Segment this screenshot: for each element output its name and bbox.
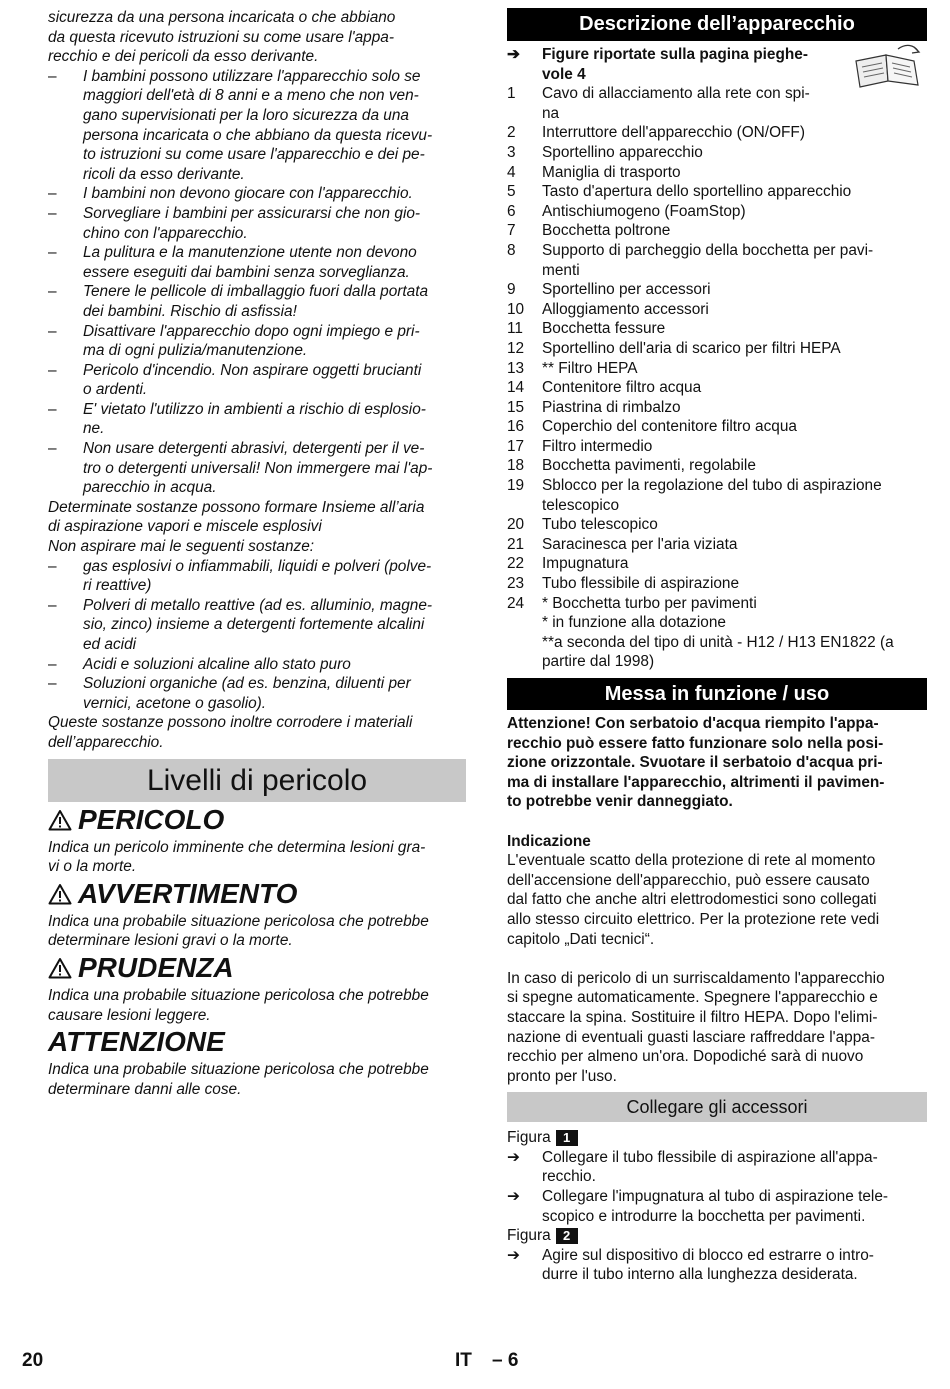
part-label bbox=[542, 515, 658, 535]
text-line: Collegare l'impugnatura al tubo di aspirazione tele- bbox=[542, 1188, 889, 1206]
hazard-description bbox=[48, 912, 466, 951]
part-label bbox=[542, 339, 841, 359]
text-line: Piastrina di rimbalzo bbox=[542, 398, 681, 416]
list-item-text bbox=[83, 204, 420, 243]
list-item bbox=[48, 67, 466, 185]
text-line: to potrebbe venir danneggiato. bbox=[507, 793, 733, 811]
part-label bbox=[542, 456, 756, 476]
arrow-icon: ➔ bbox=[507, 1188, 520, 1206]
part-number: 2 bbox=[507, 124, 516, 142]
warning-triangle-icon bbox=[48, 809, 72, 831]
page-number: 20 bbox=[22, 1350, 44, 1371]
text-line: Interruttore dell'apparecchio (ON/OFF) bbox=[542, 124, 805, 142]
use-heading: Messa in funzione / uso bbox=[507, 678, 927, 710]
text-line: ed acidi bbox=[83, 636, 137, 653]
explosive-note: Determinate sostanze possono formare Insieme all’aria di aspirazione vapori e miscele esplosivi bbox=[48, 498, 425, 536]
text-line: dei bambini. Rischio di asfissia! bbox=[83, 302, 297, 320]
arrow-icon: ➔ bbox=[507, 1148, 520, 1166]
text-line: vernici, acetone o gasolio). bbox=[83, 694, 267, 712]
text-line: Soluzioni organiche (ad es. benzina, diluenti per bbox=[83, 675, 411, 693]
text-line: In caso di pericolo di un surriscaldamento l'apparecchio bbox=[507, 969, 885, 987]
text-line: allo stesso circuito elettrico. Per la protezione rete vedi bbox=[507, 910, 880, 928]
dash-marker: – bbox=[48, 185, 57, 203]
text-line: Sportellino apparecchio bbox=[542, 143, 703, 161]
list-item bbox=[48, 655, 466, 675]
figure-1-label: Figura 1 bbox=[507, 1128, 927, 1148]
text-line: Saracinesca per l'aria viziata bbox=[542, 535, 738, 553]
dash-marker: – bbox=[48, 67, 57, 85]
text-line: Collegare il tubo flessibile di aspirazione all'appa- bbox=[542, 1148, 878, 1166]
dash-marker: – bbox=[48, 440, 57, 458]
attention-paragraph bbox=[507, 714, 927, 812]
part-number: 15 bbox=[507, 398, 525, 416]
text-line: Indica una probabile situazione pericolosa che potrebbe bbox=[48, 912, 429, 930]
part-label bbox=[542, 594, 894, 672]
text-line: Attenzione! Con serbatoio d'acqua riempito l'appa- bbox=[507, 715, 879, 732]
text-line: chino con l'apparecchio. bbox=[83, 224, 248, 242]
text-line: Tenere le pellicole di imballaggio fuori dalla portata bbox=[83, 283, 429, 301]
part-number: 17 bbox=[507, 437, 525, 455]
text-line: Tubo telescopico bbox=[542, 516, 658, 534]
part-label bbox=[542, 280, 711, 300]
list-item-text bbox=[83, 67, 432, 185]
part-item bbox=[507, 241, 927, 280]
dash-marker: – bbox=[48, 244, 57, 262]
dash-marker: – bbox=[48, 283, 57, 301]
part-label bbox=[542, 535, 737, 555]
text-line: La pulitura e la manutenzione utente non devono bbox=[83, 244, 417, 262]
text-line: na bbox=[542, 104, 560, 122]
text-line: pronto per l'uso. bbox=[507, 1067, 617, 1085]
levels-heading: Livelli di pericolo bbox=[48, 759, 466, 802]
text-line: determinare danni alle cose. bbox=[48, 1080, 242, 1098]
text-line: E' vietato l'utilizzo in ambienti a rischio di esplosio- bbox=[83, 400, 426, 418]
text-line: menti bbox=[542, 261, 580, 279]
list-item-text bbox=[83, 322, 420, 361]
hazard-title bbox=[48, 876, 466, 912]
text-line: recchio può essere fatto funzionare solo nella posi- bbox=[507, 734, 884, 752]
part-item bbox=[507, 202, 927, 222]
foldout-page-icon bbox=[852, 43, 927, 88]
overheat-paragraph bbox=[507, 969, 927, 1087]
accessori-heading: Collegare gli accessori bbox=[507, 1092, 927, 1122]
part-number: 18 bbox=[507, 457, 525, 475]
text-line: sio, zinco) insieme a detergenti fortemente alcalini bbox=[83, 616, 425, 634]
part-item bbox=[507, 300, 927, 320]
text-line: ma di ogni pulizia/manutenzione. bbox=[83, 342, 308, 360]
part-item bbox=[507, 437, 927, 457]
text-line: capitolo „Dati tecnici“. bbox=[507, 930, 655, 948]
text-line: Sblocco per la regolazione del tubo di aspirazione bbox=[542, 477, 882, 495]
part-label bbox=[542, 417, 797, 437]
text-line: ma di installare l'apparecchio, altrimenti il pavimen- bbox=[507, 773, 885, 791]
part-item bbox=[507, 319, 927, 339]
text-line: vi o la morte. bbox=[48, 858, 137, 876]
text-line: recchio per almeno un'ora. Dopodiché sarà di nuovo bbox=[507, 1048, 864, 1066]
part-number: 22 bbox=[507, 555, 525, 573]
dash-marker: – bbox=[48, 322, 57, 340]
list-item-text bbox=[83, 243, 417, 282]
text-line: * in funzione alla dotazione bbox=[542, 614, 726, 632]
step-text bbox=[542, 1246, 874, 1285]
list-item bbox=[48, 243, 466, 282]
text-line: telescopico bbox=[542, 496, 619, 514]
text-line: Sorvegliare i bambini per assicurarsi che non gio- bbox=[83, 204, 421, 222]
part-label bbox=[542, 554, 628, 574]
list-item-text bbox=[83, 361, 421, 400]
list-item bbox=[48, 557, 466, 596]
hazard-title-text: PERICOLO bbox=[78, 803, 225, 835]
list-item-text bbox=[83, 282, 428, 321]
part-number: 24 bbox=[507, 594, 525, 612]
text-line: Agire sul dispositivo di blocco ed estrarre o intro- bbox=[542, 1246, 874, 1264]
part-number: 1 bbox=[507, 85, 516, 103]
text-line: dal fatto che anche altri elettrodomestici sono collegati bbox=[507, 891, 877, 909]
list-item bbox=[48, 361, 466, 400]
text-line: Bocchetta pavimenti, regolabile bbox=[542, 457, 756, 475]
text-line: maggiori dell'età di 8 anni e a meno che non ven- bbox=[83, 87, 419, 105]
text-line: Sportellino dell'aria di scarico per filtri HEPA bbox=[542, 339, 841, 357]
dash-marker: – bbox=[48, 400, 57, 418]
hazard-description bbox=[48, 986, 466, 1025]
warning-triangle-icon bbox=[48, 883, 72, 905]
part-item bbox=[507, 163, 927, 183]
list-item-text bbox=[83, 674, 411, 713]
part-label bbox=[542, 123, 805, 143]
corrosion-note: Queste sostanze possono inoltre corrodere i materiali dell’apparecchio. bbox=[48, 714, 413, 751]
text-line: nazione di eventuali guasti lasciare raffreddare l'appa- bbox=[507, 1028, 875, 1046]
indicazione-paragraph bbox=[507, 851, 927, 949]
part-number: 5 bbox=[507, 183, 516, 201]
hazard-title bbox=[48, 1024, 466, 1060]
hazard-title-text: AVVERTIMENTO bbox=[78, 877, 298, 909]
part-item bbox=[507, 476, 927, 515]
part-item bbox=[507, 535, 927, 555]
dash-marker: – bbox=[48, 361, 57, 379]
text-line: Filtro intermedio bbox=[542, 437, 653, 455]
part-number: 23 bbox=[507, 575, 525, 593]
part-number: 21 bbox=[507, 535, 525, 553]
part-number: 12 bbox=[507, 339, 525, 357]
step-item bbox=[507, 1246, 927, 1285]
list-item-text bbox=[83, 184, 413, 204]
text-line: ne. bbox=[83, 420, 105, 438]
text-line: Sportellino per accessori bbox=[542, 281, 711, 299]
text-line: gas esplosivi o infiammabili, liquidi e polveri (polve- bbox=[83, 557, 432, 575]
text-line: Acidi e soluzioni alcaline allo stato puro bbox=[83, 655, 351, 673]
part-label bbox=[542, 182, 851, 202]
steps-figure-2 bbox=[507, 1246, 927, 1285]
text-line: Polveri di metallo reattive (ad es. alluminio, magne- bbox=[83, 596, 433, 614]
text-line: Indica un pericolo imminente che determina lesioni gra- bbox=[48, 838, 426, 856]
substances-intro: Non aspirare mai le seguenti sostanze: bbox=[48, 538, 315, 556]
part-item bbox=[507, 221, 927, 241]
list-item-text bbox=[83, 596, 432, 655]
text-line: si spegne automaticamente. Spegnere l'apparecchio e bbox=[507, 989, 878, 1007]
dash-marker: – bbox=[48, 596, 57, 614]
text-line: scopico e introdurre la bocchetta per pavimenti. bbox=[542, 1207, 866, 1225]
figure-2-label: Figura 2 bbox=[507, 1226, 927, 1246]
part-number: 20 bbox=[507, 516, 525, 534]
text-line: ri reattive) bbox=[83, 577, 152, 595]
part-number: 8 bbox=[507, 241, 516, 259]
text-line: Maniglia di trasporto bbox=[542, 163, 681, 181]
text-line: o ardenti. bbox=[83, 381, 148, 399]
text-line: Contenitore filtro acqua bbox=[542, 379, 702, 397]
part-label bbox=[542, 241, 873, 280]
part-item bbox=[507, 574, 927, 594]
text-line: to istruzioni su come usare l'apparecchio e dei pe- bbox=[83, 146, 425, 164]
hazard-levels bbox=[48, 802, 466, 1100]
part-number: 4 bbox=[507, 163, 516, 181]
text-line: staccare la spina. Sostituire il filtro HEPA. Dopo l'elimi- bbox=[507, 1008, 878, 1026]
part-number: 9 bbox=[507, 281, 516, 299]
text-line: dell'accensione dell'apparecchio, può essere causato bbox=[507, 871, 870, 889]
part-number: 16 bbox=[507, 418, 525, 436]
dash-marker: – bbox=[48, 655, 57, 673]
part-label bbox=[542, 143, 703, 163]
part-item bbox=[507, 456, 927, 476]
text-line: Cavo di allacciamento alla rete con spi- bbox=[542, 85, 810, 103]
text-line: I bambini possono utilizzare l'apparecchio solo se bbox=[83, 67, 421, 85]
part-item bbox=[507, 84, 927, 123]
part-label bbox=[542, 437, 652, 457]
text-line: partire dal 1998) bbox=[542, 653, 655, 671]
part-number: 6 bbox=[507, 202, 516, 220]
list-item bbox=[48, 439, 466, 498]
part-label bbox=[542, 476, 882, 515]
part-item bbox=[507, 143, 927, 163]
hazard-description bbox=[48, 838, 466, 877]
step-text bbox=[542, 1187, 888, 1226]
part-label bbox=[542, 398, 681, 418]
text-line: Indica una probabile situazione pericolosa che potrebbe bbox=[48, 986, 429, 1004]
section-page: – 6 bbox=[492, 1350, 519, 1371]
substances-bullet-list bbox=[48, 557, 466, 714]
text-line: causare lesioni leggere. bbox=[48, 1006, 211, 1024]
part-item bbox=[507, 515, 927, 535]
dash-marker: – bbox=[48, 557, 57, 575]
dash-marker: – bbox=[48, 675, 57, 693]
figure-note: ➔ Figure riportate sulla pagina pieghe- vole 4 bbox=[507, 45, 927, 84]
step-item bbox=[507, 1187, 927, 1226]
figure-2-badge: 2 bbox=[556, 1228, 578, 1244]
text-line: Supporto di parcheggio della bocchetta per pavi- bbox=[542, 241, 874, 259]
text-line: recchio. bbox=[542, 1168, 596, 1186]
text-line: L'eventuale scatto della protezione di rete al momento bbox=[507, 852, 876, 870]
text-line: zione orizzontale. Svuotare il serbatoio d'acqua pri- bbox=[507, 754, 883, 772]
list-item bbox=[48, 204, 466, 243]
part-number: 10 bbox=[507, 300, 525, 318]
arrow-icon: ➔ bbox=[507, 46, 520, 63]
text-line: essere eseguiti dai bambini senza sorveglianza. bbox=[83, 263, 410, 281]
step-item bbox=[507, 1148, 927, 1187]
text-line: Tubo flessibile di aspirazione bbox=[542, 575, 740, 593]
list-item-text bbox=[83, 400, 426, 439]
text-line: durre il tubo interno alla lunghezza desiderata. bbox=[542, 1266, 858, 1284]
part-item bbox=[507, 182, 927, 202]
indicazione-label: Indicazione bbox=[507, 832, 591, 850]
list-item-text bbox=[83, 655, 351, 675]
steps-figure-1 bbox=[507, 1148, 927, 1226]
list-item bbox=[48, 282, 466, 321]
part-label bbox=[542, 378, 701, 398]
text-line: Bocchetta fessure bbox=[542, 320, 666, 338]
text-line: Tasto d'apertura dello sportellino apparecchio bbox=[542, 183, 852, 201]
text-line: determinare lesioni gravi o la morte. bbox=[48, 932, 293, 950]
dash-marker: – bbox=[48, 204, 57, 222]
part-label bbox=[542, 202, 746, 222]
list-item-text bbox=[83, 439, 432, 498]
part-label bbox=[542, 84, 810, 123]
list-item-text bbox=[83, 557, 431, 596]
list-item bbox=[48, 674, 466, 713]
hazard-title bbox=[48, 950, 466, 986]
text-line: Antischiumogeno (FoamStop) bbox=[542, 202, 746, 220]
text-line: ** Filtro HEPA bbox=[542, 359, 638, 377]
warning-triangle-icon bbox=[48, 957, 72, 979]
text-line: Impugnatura bbox=[542, 555, 629, 573]
part-number: 7 bbox=[507, 222, 516, 240]
hazard-title-text: PRUDENZA bbox=[78, 951, 234, 983]
text-line: Bocchetta poltrone bbox=[542, 222, 671, 240]
list-item bbox=[48, 596, 466, 655]
step-text bbox=[542, 1148, 878, 1187]
hazard-description bbox=[48, 1060, 466, 1099]
list-item bbox=[48, 400, 466, 439]
part-item bbox=[507, 359, 927, 379]
part-item bbox=[507, 594, 927, 672]
description-heading: Descrizione dell’apparecchio bbox=[507, 8, 927, 41]
text-line: Alloggiamento accessori bbox=[542, 300, 709, 318]
part-label bbox=[542, 163, 681, 183]
part-item bbox=[507, 398, 927, 418]
part-item bbox=[507, 339, 927, 359]
text-line: Non usare detergenti abrasivi, detergenti per il ve- bbox=[83, 440, 425, 458]
text-line: * Bocchetta turbo per pavimenti bbox=[542, 594, 757, 612]
part-label bbox=[542, 221, 670, 241]
left-column bbox=[48, 8, 466, 1099]
part-item bbox=[507, 378, 927, 398]
part-item bbox=[507, 417, 927, 437]
list-item bbox=[48, 184, 466, 204]
figure-1-badge: 1 bbox=[556, 1130, 578, 1146]
text-line: Indica una probabile situazione pericolosa che potrebbe bbox=[48, 1061, 429, 1079]
right-column bbox=[507, 8, 927, 1285]
part-label bbox=[542, 319, 665, 339]
text-line: tro o detergenti universali! Non immergere mai l'ap- bbox=[83, 459, 433, 477]
safety-bullet-list bbox=[48, 67, 466, 498]
text-line: persona incaricata o che abbiano da questa ricevu- bbox=[83, 126, 433, 144]
language-code: IT bbox=[455, 1350, 472, 1371]
part-number: 3 bbox=[507, 143, 516, 161]
arrow-icon: ➔ bbox=[507, 1246, 520, 1264]
part-item bbox=[507, 123, 927, 143]
part-number: 13 bbox=[507, 359, 525, 377]
text-line: parecchio in acqua. bbox=[83, 479, 217, 497]
text-line: ricoli da esso derivante. bbox=[83, 165, 245, 183]
part-label bbox=[542, 359, 638, 379]
text-line: Pericolo d'incendio. Non aspirare oggetti brucianti bbox=[83, 361, 422, 379]
hazard-title bbox=[48, 802, 466, 838]
text-line: gano supervisionati per la loro sicurezza da una bbox=[83, 106, 409, 124]
list-item bbox=[48, 322, 466, 361]
part-label bbox=[542, 300, 709, 320]
part-number: 19 bbox=[507, 477, 525, 495]
hazard-title-text: ATTENZIONE bbox=[48, 1026, 225, 1058]
text-line: I bambini non devono giocare con l'apparecchio. bbox=[83, 185, 413, 203]
part-number: 14 bbox=[507, 379, 525, 397]
part-label bbox=[542, 574, 739, 594]
part-number: 11 bbox=[507, 320, 523, 338]
text-line: Coperchio del contenitore filtro acqua bbox=[542, 418, 797, 436]
part-item bbox=[507, 554, 927, 574]
parts-list bbox=[507, 84, 927, 672]
text-line: Disattivare l'apparecchio dopo ogni impiego e pri- bbox=[83, 322, 420, 340]
part-item bbox=[507, 280, 927, 300]
intro-paragraph: sicurezza da una persona incaricata o che abbiano da questa ricevuto istruzioni su come usare l'appa- recchio e dei pericoli da esso derivante. bbox=[48, 9, 396, 66]
text-line: **a seconda del tipo di unità - H12 / H13 EN1822 (a bbox=[542, 633, 894, 651]
